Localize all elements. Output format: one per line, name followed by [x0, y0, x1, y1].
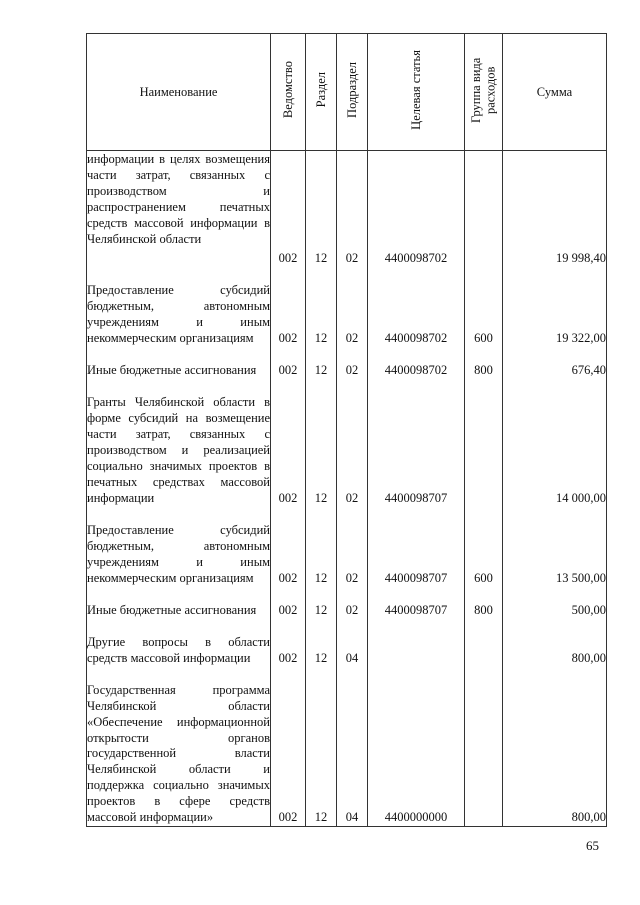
row-group	[465, 379, 503, 507]
row-podrazdel: 02	[337, 347, 368, 379]
row-razdel: 12	[306, 587, 337, 619]
row-razdel: 12	[306, 619, 337, 667]
row-sum: 676,40	[503, 347, 607, 379]
row-vedomstvo: 002	[271, 267, 306, 347]
header-row	[87, 34, 607, 151]
row-podrazdel: 02	[337, 507, 368, 587]
row-sum: 19 998,40	[503, 151, 607, 267]
row-group	[465, 667, 503, 827]
row-target: 4400098707	[368, 507, 465, 587]
row-group: 600	[465, 267, 503, 347]
header-name: Наименование	[87, 34, 271, 151]
row-razdel: 12	[306, 347, 337, 379]
row-vedomstvo: 002	[271, 667, 306, 827]
row-razdel: 12	[306, 151, 337, 267]
row-target: 4400098707	[368, 379, 465, 507]
row-razdel: 12	[306, 379, 337, 507]
table-row	[87, 587, 607, 619]
row-podrazdel: 04	[337, 667, 368, 827]
row-podrazdel: 02	[337, 267, 368, 347]
row-name: Иные бюджетные ассигнования	[87, 587, 271, 619]
header-sum: Сумма	[503, 34, 607, 151]
row-name: Предоставление субсидий бюджетным, автономным учреждениям и иным некоммерческим организациям	[87, 267, 271, 347]
budget-table	[86, 33, 607, 827]
header-razdel: Раздел	[306, 34, 337, 151]
row-razdel: 12	[306, 267, 337, 347]
page-number: 65	[586, 838, 599, 853]
header-vedomstvo: Ведомство	[271, 34, 306, 151]
row-name: Иные бюджетные ассигнования	[87, 347, 271, 379]
header-group: Группа вида расходов	[465, 34, 503, 151]
table-row	[87, 379, 607, 507]
row-target: 4400000000	[368, 667, 465, 827]
table-row	[87, 507, 607, 587]
row-sum: 500,00	[503, 587, 607, 619]
row-podrazdel: 02	[337, 151, 368, 267]
row-sum: 800,00	[503, 619, 607, 667]
row-target: 4400098702	[368, 151, 465, 267]
row-sum: 13 500,00	[503, 507, 607, 587]
row-vedomstvo: 002	[271, 587, 306, 619]
row-podrazdel: 04	[337, 619, 368, 667]
table-row	[87, 151, 607, 267]
row-target: 4400098702	[368, 267, 465, 347]
row-name: Гранты Челябинской области в форме субсидий на возмещение части затрат, связанных с производством и реализацией социально значимых проектов в печатных средствах массовой информации	[87, 379, 271, 507]
row-group	[465, 619, 503, 667]
row-group	[465, 151, 503, 267]
table-row	[87, 347, 607, 379]
row-vedomstvo: 002	[271, 379, 306, 507]
row-name: Предоставление субсидий бюджетным, автономным учреждениям и иным некоммерческим организациям	[87, 507, 271, 587]
row-vedomstvo: 002	[271, 347, 306, 379]
row-vedomstvo: 002	[271, 619, 306, 667]
row-target: 4400098702	[368, 347, 465, 379]
table-row	[87, 267, 607, 347]
row-podrazdel: 02	[337, 379, 368, 507]
row-name: Государственная программа Челябинской области «Обеспечение информационной открытости органов государственной власти Челябинской области и поддержка социально значимых проектов в сфере средств массовой информации»	[87, 667, 271, 827]
header-podrazdel: Подраздел	[337, 34, 368, 151]
header-target: Целевая статья	[368, 34, 465, 151]
row-sum: 14 000,00	[503, 379, 607, 507]
row-group: 600	[465, 507, 503, 587]
table-row	[87, 619, 607, 667]
row-target: 4400098707	[368, 587, 465, 619]
row-group: 800	[465, 347, 503, 379]
row-vedomstvo: 002	[271, 151, 306, 267]
row-podrazdel: 02	[337, 587, 368, 619]
row-sum: 800,00	[503, 667, 607, 827]
row-name: Другие вопросы в области средств массовой информации	[87, 619, 271, 667]
row-sum: 19 322,00	[503, 267, 607, 347]
row-razdel: 12	[306, 667, 337, 827]
row-vedomstvo: 002	[271, 507, 306, 587]
row-razdel: 12	[306, 507, 337, 587]
row-target	[368, 619, 465, 667]
row-name: информации в целях возмещения части затрат, связанных с производством и распространением печатных средств массовой информации в Челябинской области	[87, 151, 271, 267]
table-row	[87, 667, 607, 827]
row-group: 800	[465, 587, 503, 619]
